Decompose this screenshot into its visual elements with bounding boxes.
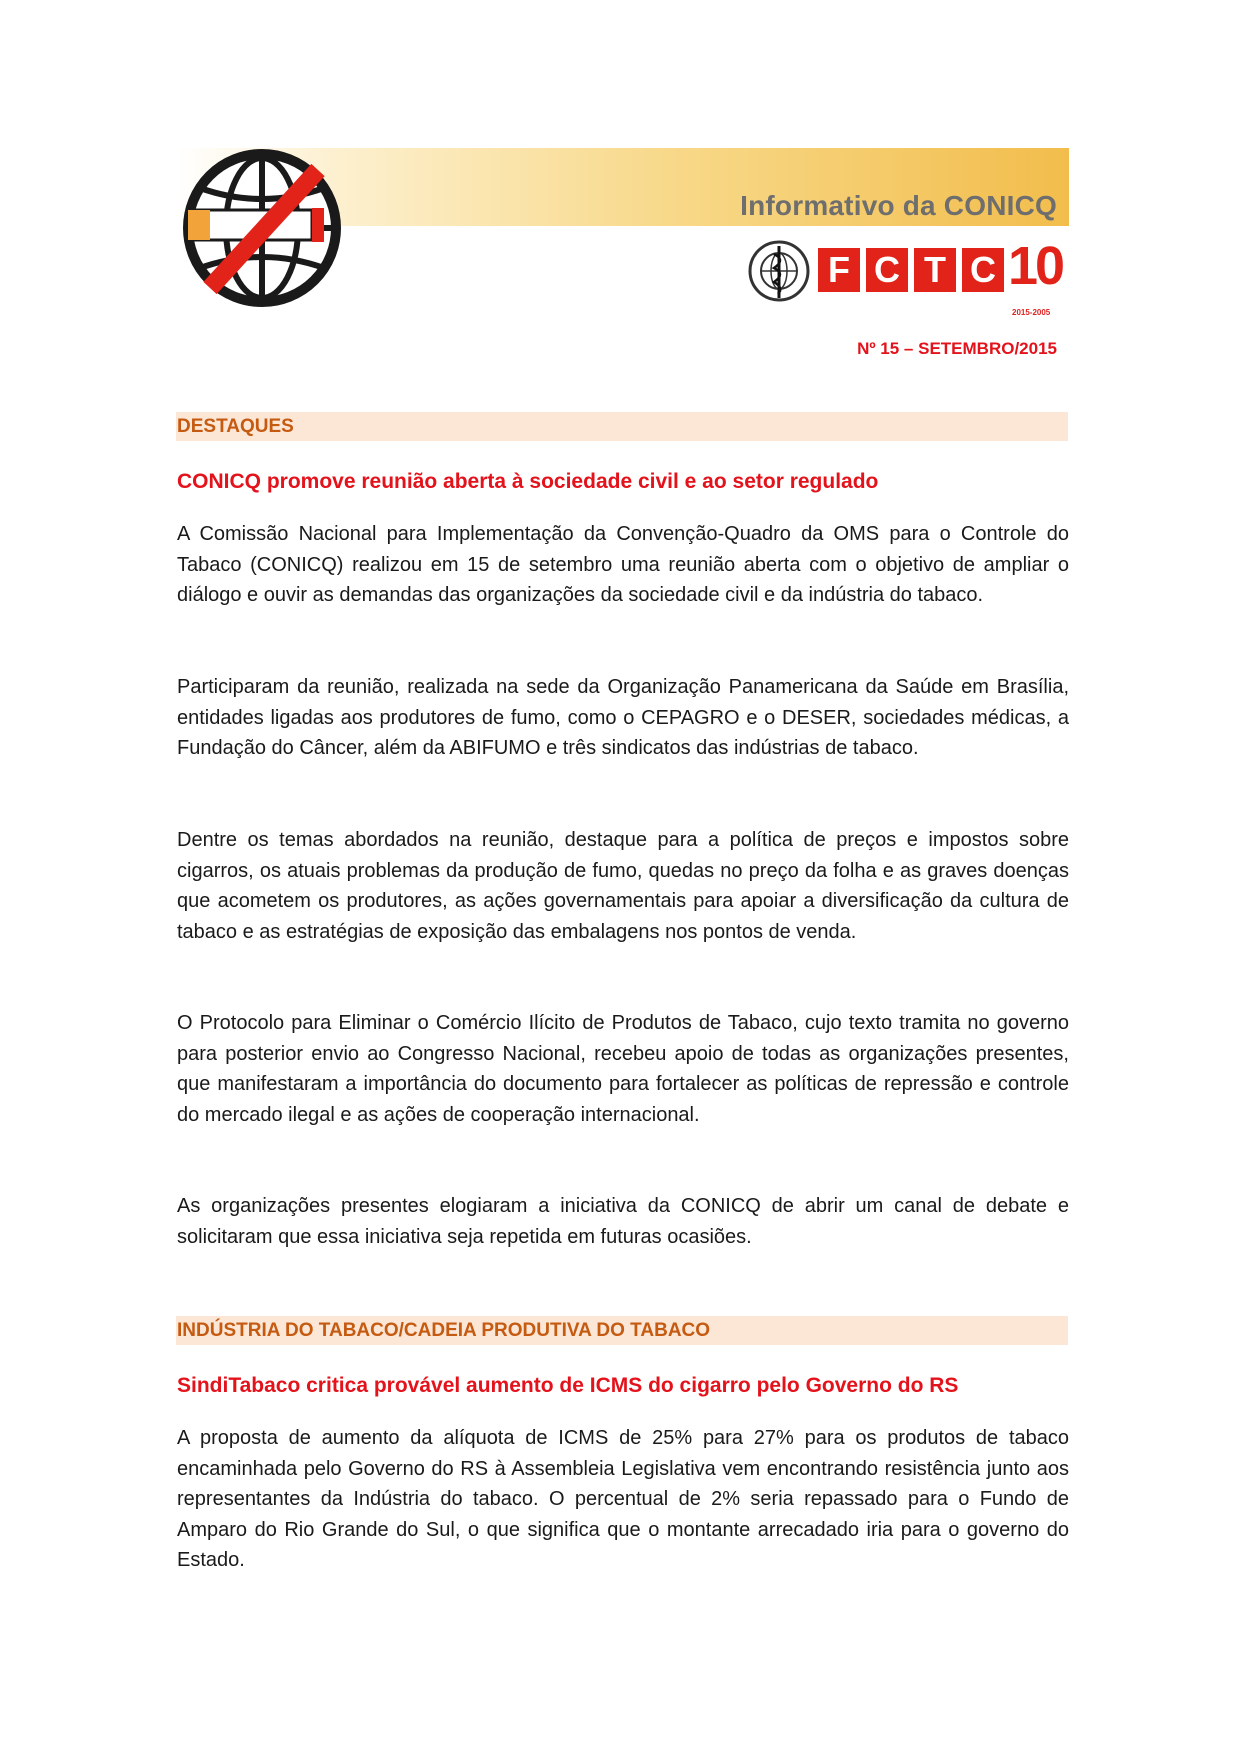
section-header-industria	[176, 1316, 1068, 1345]
fctc-letter: C	[866, 248, 908, 292]
article-paragraph: A Comissão Nacional para Implementação da Convenção-Quadro da OMS para o Controle do Tabaco (CONICQ) realizou em 15 de setembro uma reunião aberta com o objetivo de ampliar o diálogo e ouvir as demandas das organizações da sociedade civil e da indústria do tabaco.	[177, 523, 1069, 606]
section-title: INDÚSTRIA DO TABACO/CADEIA PRODUTIVA DO TABACO	[177, 1320, 711, 1341]
article-headline: SindiTabaco critica provável aumento de ICMS do cigarro pelo Governo do RS	[177, 1374, 959, 1397]
fctc-years: 2015-2005	[1012, 308, 1051, 317]
newsletter-banner	[176, 148, 1069, 317]
article-paragraph: As organizações presentes elogiaram a iniciativa da CONICQ de abrir um canal de debate e solicitaram que essa iniciativa seja repetida em futuras ocasiões.	[177, 1195, 1069, 1248]
issue-number: Nº 15 – SETEMBRO/2015	[857, 339, 1057, 358]
article-paragraph: Dentre os temas abordados na reunião, destaque para a política de preços e impostos sobre cigarros, os atuais problemas da produção de fumo, quedas no preço da folha e as graves doenças que acometem os produtores, as ações governamentais para apoiar a diversificação da cultura de tabaco e as estratégias de exposição das embalagens nos pontos de venda.	[177, 829, 1069, 943]
article-paragraph: Participaram da reunião, realizada na sede da Organização Panamericana da Saúde em Brasília, entidades ligadas aos produtores de fumo, como o CEPAGRO e o DESER, sociedades médicas, a Fundação do Câncer, além da ABIFUMO e três sindicatos das indústrias de tabaco.	[177, 676, 1069, 759]
fctc-letter: F	[818, 248, 860, 292]
section-header-destaques	[176, 412, 1068, 441]
section-title: DESTAQUES	[177, 416, 294, 437]
fctc-letter: C	[962, 248, 1004, 292]
fctc-letter: T	[914, 248, 956, 292]
fctc-letters	[818, 248, 1004, 292]
article-paragraph: O Protocolo para Eliminar o Comércio Ilícito de Produtos de Tabaco, cujo texto tramita no governo para posterior envio ao Congresso Nacional, recebeu apoio de todas as organizações presentes, que manifestaram a importância do documento para fortalecer as políticas de repressão e controle do mercado ilegal e as ações de cooperação internacional.	[177, 1012, 1069, 1126]
article-headline: CONICQ promove reunião aberta à sociedade civil e ao setor regulado	[177, 470, 879, 493]
newsletter-title: Informativo da CONICQ	[740, 190, 1057, 221]
no-smoking-logo	[178, 148, 348, 308]
article-paragraph: A proposta de aumento da alíquota de ICMS de 25% para 27% para os produtos de tabaco encaminhada pelo Governo do RS à Assembleia Legislativa vem encontrando resistência junto aos representantes da Indústria do tabaco. O percentual de 2% seria repassado para o Fundo de Amparo do Rio Grande do Sul, o que significa que o montante arrecadado iria para o governo do Estado.	[177, 1427, 1069, 1571]
fctc-anniversary-number: 10	[1008, 236, 1063, 296]
who-emblem-icon	[748, 240, 810, 302]
